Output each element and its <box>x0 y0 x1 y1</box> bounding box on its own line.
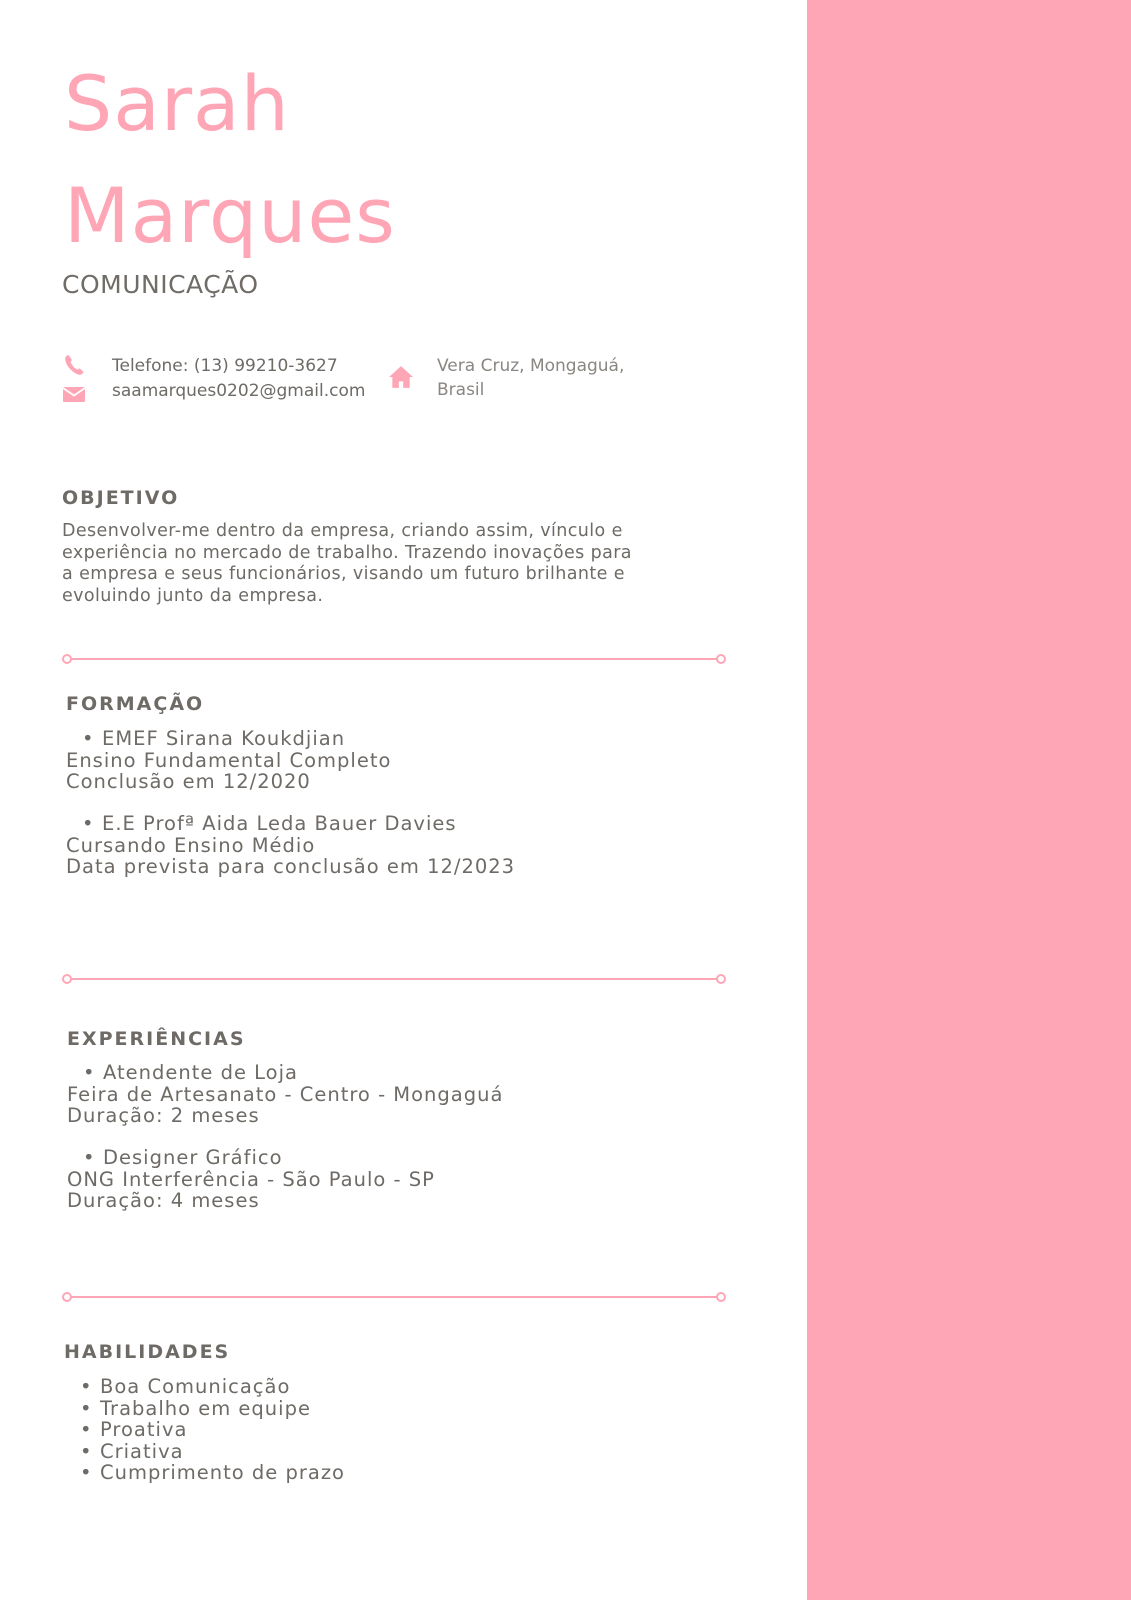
experience-place: ONG Interferência - São Paulo - SP <box>67 1167 435 1191</box>
phone-text: Telefone: (13) 99210-3627 <box>112 356 338 376</box>
skill-item: • Boa Comunicação <box>80 1376 345 1398</box>
experience-role: • Designer Gráfico <box>67 1147 435 1169</box>
objective-heading: OBJETIVO <box>62 487 180 509</box>
experience-role: • Atendente de Loja <box>67 1062 503 1084</box>
education-heading: FORMAÇÃO <box>66 693 205 715</box>
phone-icon <box>62 353 86 377</box>
role-title: COMUNICAÇÃO <box>62 270 259 299</box>
divider <box>62 974 726 984</box>
education-detail: Cursando Ensino Médio <box>66 833 316 857</box>
email-text: saamarques0202@gmail.com <box>112 381 366 401</box>
education-date: Conclusão em 12/2020 <box>66 770 311 793</box>
mail-icon <box>62 382 86 406</box>
home-icon <box>388 364 414 390</box>
education-item <box>66 728 391 793</box>
pink-side-panel <box>807 0 1131 1600</box>
address-text <box>437 354 624 402</box>
experience-item <box>67 1062 503 1127</box>
skill-item: • Trabalho em equipe <box>80 1398 345 1420</box>
education-date: Data prevista para conclusão em 12/2023 <box>66 855 516 878</box>
objective-text: Desenvolver-me dentro da empresa, criando assim, vínculo e experiência no mercado de trabalho. Trazendo inovações para a empresa e seus funcionários, visando um futuro brilhante e evoluindo junto da empresa. <box>62 521 632 606</box>
skill-item: • Proativa <box>80 1419 345 1441</box>
address-line-1: Vera Cruz, Mongaguá, <box>437 356 625 376</box>
divider <box>62 654 726 664</box>
skill-item: • Cumprimento de prazo <box>80 1462 345 1484</box>
experience-duration: Duração: 4 meses <box>67 1189 260 1212</box>
address-line-2: Brasil <box>437 380 485 400</box>
experience-duration: Duração: 2 meses <box>67 1104 260 1127</box>
education-school: • E.E Profª Aida Leda Bauer Davies <box>66 813 515 835</box>
candidate-name <box>64 48 396 272</box>
experience-place: Feira de Artesanato - Centro - Mongaguá <box>67 1082 504 1106</box>
first-name: Sarah <box>64 59 290 148</box>
last-name: Marques <box>64 171 396 260</box>
skills-heading: HABILIDADES <box>64 1341 231 1363</box>
experience-heading: EXPERIÊNCIAS <box>67 1028 246 1050</box>
skills-list <box>80 1376 345 1484</box>
education-item <box>66 813 515 878</box>
education-detail: Ensino Fundamental Completo <box>66 748 392 772</box>
divider <box>62 1292 726 1302</box>
experience-item <box>67 1147 435 1212</box>
education-school: • EMEF Sirana Koukdjian <box>66 728 391 750</box>
skill-item: • Criativa <box>80 1441 345 1463</box>
